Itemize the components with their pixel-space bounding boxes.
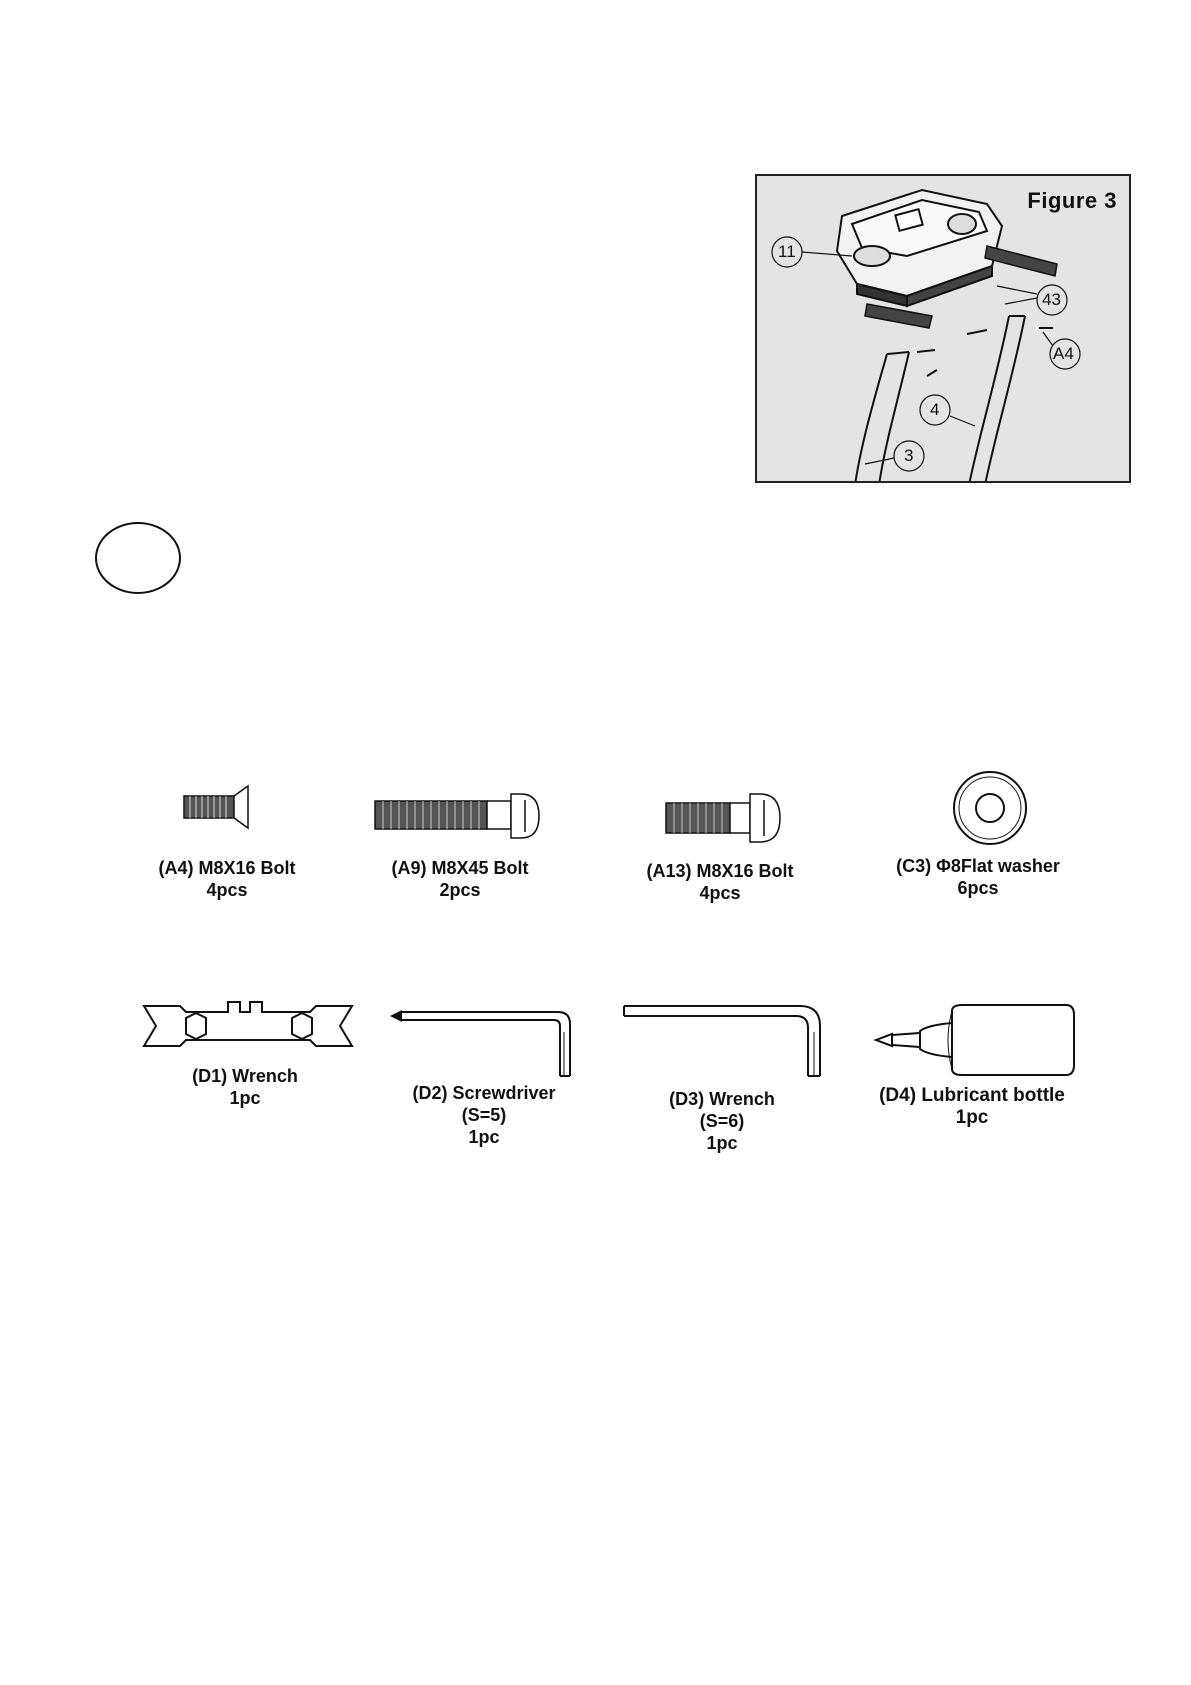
part-code: (C3) Φ8Flat washer — [896, 856, 1060, 876]
figure-title: Figure 3 — [1027, 188, 1117, 213]
tool-qty: 1pc — [468, 1127, 500, 1147]
caption-d3 — [642, 1088, 802, 1154]
tool-size: (S=5) — [461, 1105, 507, 1125]
tool-code: (D4) Lubricant bottle — [879, 1085, 1065, 1106]
tool-qty: 1pc — [229, 1088, 261, 1108]
step-number-circle — [95, 522, 181, 594]
part-qty: 4pcs — [206, 880, 248, 900]
tool-code: (D3) Wrench — [669, 1089, 775, 1109]
short-bolt-icon — [664, 790, 784, 846]
caption-a13 — [625, 860, 815, 904]
caption-a9 — [370, 857, 550, 901]
tool-qty: 1pc — [706, 1133, 738, 1153]
caption-d4 — [856, 1085, 1088, 1129]
console-assembly-drawing — [757, 176, 1131, 483]
flat-washer-icon — [952, 770, 1028, 846]
tool-code: (D1) Wrench — [192, 1066, 298, 1086]
figure-3 — [755, 174, 1131, 483]
l-screwdriver-icon — [388, 1002, 584, 1078]
tool-size: (S=6) — [699, 1111, 745, 1131]
caption-d2 — [400, 1082, 568, 1148]
double-open-end-wrench-icon — [140, 998, 354, 1054]
hex-key-wrench-icon — [622, 1002, 826, 1078]
countersunk-bolt-icon — [180, 784, 256, 830]
caption-c3 — [870, 855, 1086, 899]
callout-11: 11 — [778, 242, 796, 261]
tool-qty: 1pc — [955, 1107, 989, 1128]
part-qty: 2pcs — [439, 880, 481, 900]
caption-a4 — [132, 857, 322, 901]
callout-3: 3 — [904, 446, 914, 465]
callout-43: 43 — [1042, 290, 1061, 309]
tool-code: (D2) Screwdriver — [412, 1083, 556, 1103]
long-bolt-icon — [373, 790, 541, 842]
callout-a4: A4 — [1053, 344, 1074, 363]
part-qty: 6pcs — [957, 878, 999, 898]
part-code: (A9) M8X45 Bolt — [391, 858, 529, 878]
part-code: (A4) M8X16 Bolt — [158, 858, 296, 878]
lubricant-bottle-icon — [872, 1003, 1076, 1077]
caption-d1 — [160, 1065, 330, 1109]
callout-4: 4 — [930, 400, 940, 419]
part-qty: 4pcs — [699, 883, 741, 903]
part-code: (A13) M8X16 Bolt — [646, 861, 794, 881]
